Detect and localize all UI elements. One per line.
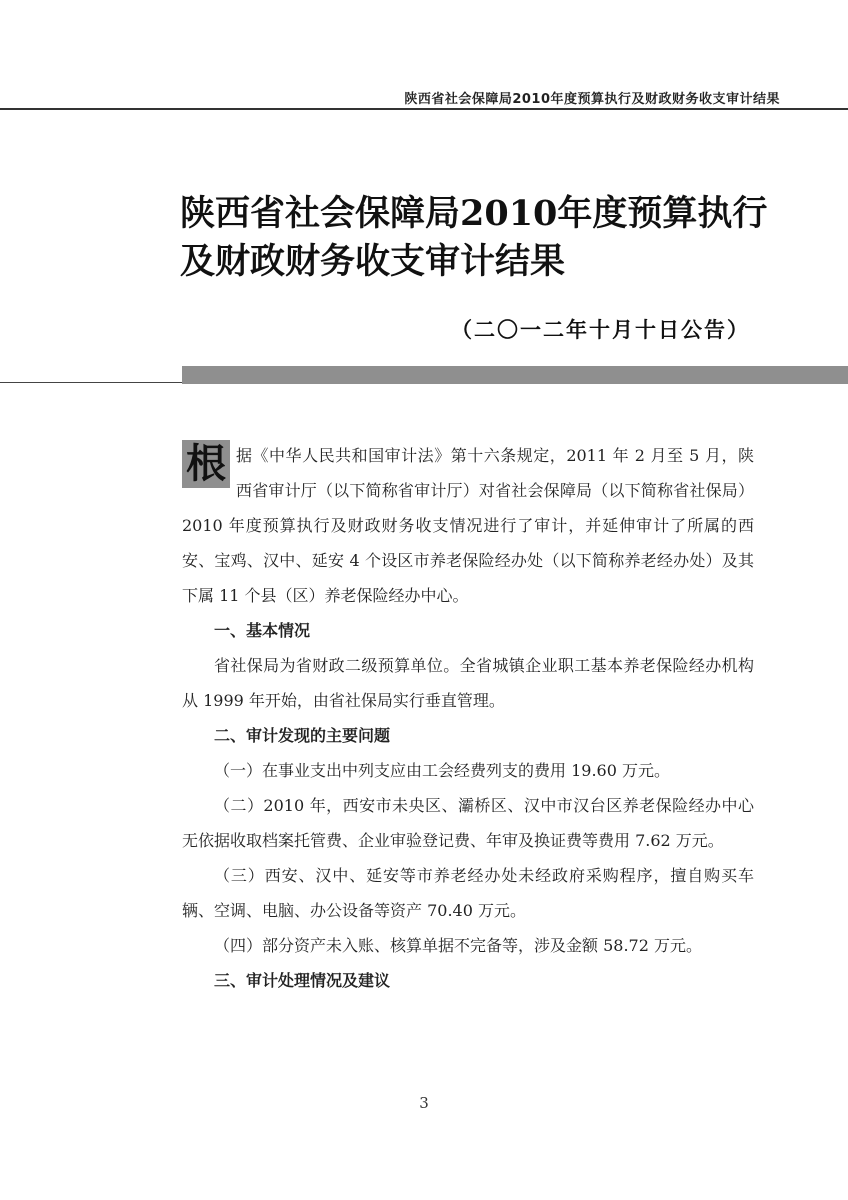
gray-divider-bar [182,366,848,384]
section-1-heading: 一、基本情况 [214,621,311,640]
finding-item-3: （三）西安、汉中、延安等市养老经办处未经政府采购程序，擅自购买车辆、空调、电脑、办公设备等资产 70.40 万元。 [182,866,754,920]
header-rule [0,108,848,110]
intro-paragraph [182,438,754,613]
section-2-heading: 二、审计发现的主要问题 [214,726,391,745]
page-number: 3 [419,1094,429,1112]
left-thin-rule [0,382,182,383]
body-text [182,438,754,998]
title-line-2: 及财政财务收支审计结果 [180,241,566,282]
drop-cap: 根 [182,440,230,488]
finding-item-1: （一）在事业支出中列支应由工会经费列支的费用 19.60 万元。 [214,761,670,780]
page-title [180,190,780,286]
notice-date: （二〇一二年十月十日公告） [451,318,750,342]
title-line-1: 陕西省社会保障局2010年度预算执行 [180,193,768,234]
section-1-paragraph: 省社保局为省财政二级预算单位。全省城镇企业职工基本养老保险经办机构从 1999 年开始，由省社保局实行垂直管理。 [182,656,754,710]
section-3-heading: 三、审计处理情况及建议 [214,971,391,990]
intro-text: 据《中华人民共和国审计法》第十六条规定，2011 年 2 月至 5 月，陕西省审计厅（以下简称省审计厅）对省社会保障局（以下简称省社保局）2010 年度预算执行及财政财务收支情况进行了审计，并延伸审计了所属的西安、宝鸡、汉中、延安 4 个设区市养老保险经办处（以下简称养老经办处）及其下属 11 个县（区）养老保险经办中心。 [182,446,754,605]
finding-item-4: （四）部分资产未入账、核算单据不完备等，涉及金额 58.72 万元。 [214,936,702,955]
running-header: 陕西省社会保障局2010年度预算执行及财政财务收支审计结果 [404,92,780,107]
finding-item-2: （二）2010 年，西安市未央区、灞桥区、汉中市汉台区养老保险经办中心无依据收取档案托管费、企业审验登记费、年审及换证费等费用 7.62 万元。 [182,796,754,850]
